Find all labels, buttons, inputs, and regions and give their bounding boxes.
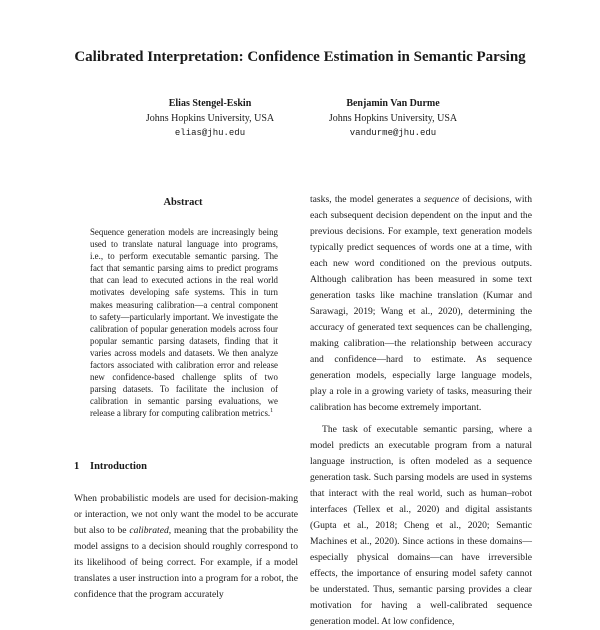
section-heading-introduction	[74, 460, 304, 474]
author-name: Elias Stengel-Eskin	[168, 98, 252, 109]
emphasized-term: calibrated	[129, 525, 169, 536]
section-title: Introduction	[90, 461, 147, 472]
abstract-text	[90, 226, 278, 420]
body-paragraph	[310, 192, 532, 416]
author-affiliation: Johns Hopkins University, USA	[145, 113, 275, 124]
section-number: 1	[74, 461, 80, 472]
author-email[interactable]: elias@jhu.edu	[174, 128, 246, 138]
text-run: of decisions, with each subsequent decision dependent on the input and the previous decisions. For example, text generation models typically predict sequences of words one at a time, with each new word conditioned on the previous outputs. Although calibration has been measured in some text generation tasks like machine translation (Kumar and Sarawagi, 2019; Wang et al., 2020), determining the accuracy of generated text sequences can be challenging, making calibration—the relationship between accuracy and confidence—hard to estimate. As sequence generation models, especially large language models, play a role in a growing variety of tasks, measuring their calibration has become extremely important.	[310, 194, 532, 413]
emphasized-term: sequence	[423, 194, 460, 205]
author-name: Benjamin Van Durme	[346, 98, 440, 109]
introduction-text	[74, 491, 298, 603]
body-paragraph: The task of executable semantic parsing, where a model predicts an executable program from a natural language instruction, is often modeled as a sequence generation task. Such parsing models are used in systems that interact with the real world, such as human–robot interfaces (Tellex et al., 2020) and digital assistants (Gupta et al., 2018; Cheng et al., 2020; Semantic Machines et al., 2020). Since actions in these domains—especially physical domains—can have irreversible effects, the importance of ensuring model safety cannot be understated. Thus, semantic parsing provides a clear motivation for having a well-calibrated sequence generation model. At low confidence,	[310, 424, 532, 627]
author-block	[293, 96, 493, 141]
paper-title: Calibrated Interpretation: Confidence Estimation in Semantic Parsing	[74, 49, 526, 65]
text-run: , meaning that the probability the model assigns to a decision should roughly correspond to its likelihood of being correct. For example, if a model translates a user instruction into a program for a robot, the confidence that the program accurately	[74, 525, 298, 600]
abstract-heading: Abstract	[163, 197, 203, 208]
footnote-marker[interactable]: 1	[270, 408, 274, 415]
introduction-paragraph	[74, 491, 298, 603]
author-block	[110, 96, 310, 141]
right-column-text	[310, 192, 532, 630]
author-affiliation: Johns Hopkins University, USA	[328, 113, 458, 124]
text-run: tasks, the model generates a	[310, 194, 424, 205]
abstract-paragraph: Sequence generation models are increasingly being used to translate natural language into programs, i.e., to perform executable semantic parsing. The fact that semantic parsing aims to predict programs that can lead to executed actions in the real world motivates developing safe systems. This in turn makes measuring calibration—a central component to safety—particularly important. We investigate the calibration of popular generation models across four popular semantic parsing datasets, finding that it varies across models and datasets. We then analyze factors associated with calibration error and release new confidence-based challenge splits of two parsing datasets. To facilitate the inclusion of calibration in semantic parsing evaluations, we release a library for computing calibration metrics.	[90, 227, 278, 419]
author-email[interactable]: vandurme@jhu.edu	[349, 128, 437, 138]
text-run: When probabilistic models are used for decision-making or interaction, we not only want the model to be accurate but also to be	[74, 493, 298, 536]
